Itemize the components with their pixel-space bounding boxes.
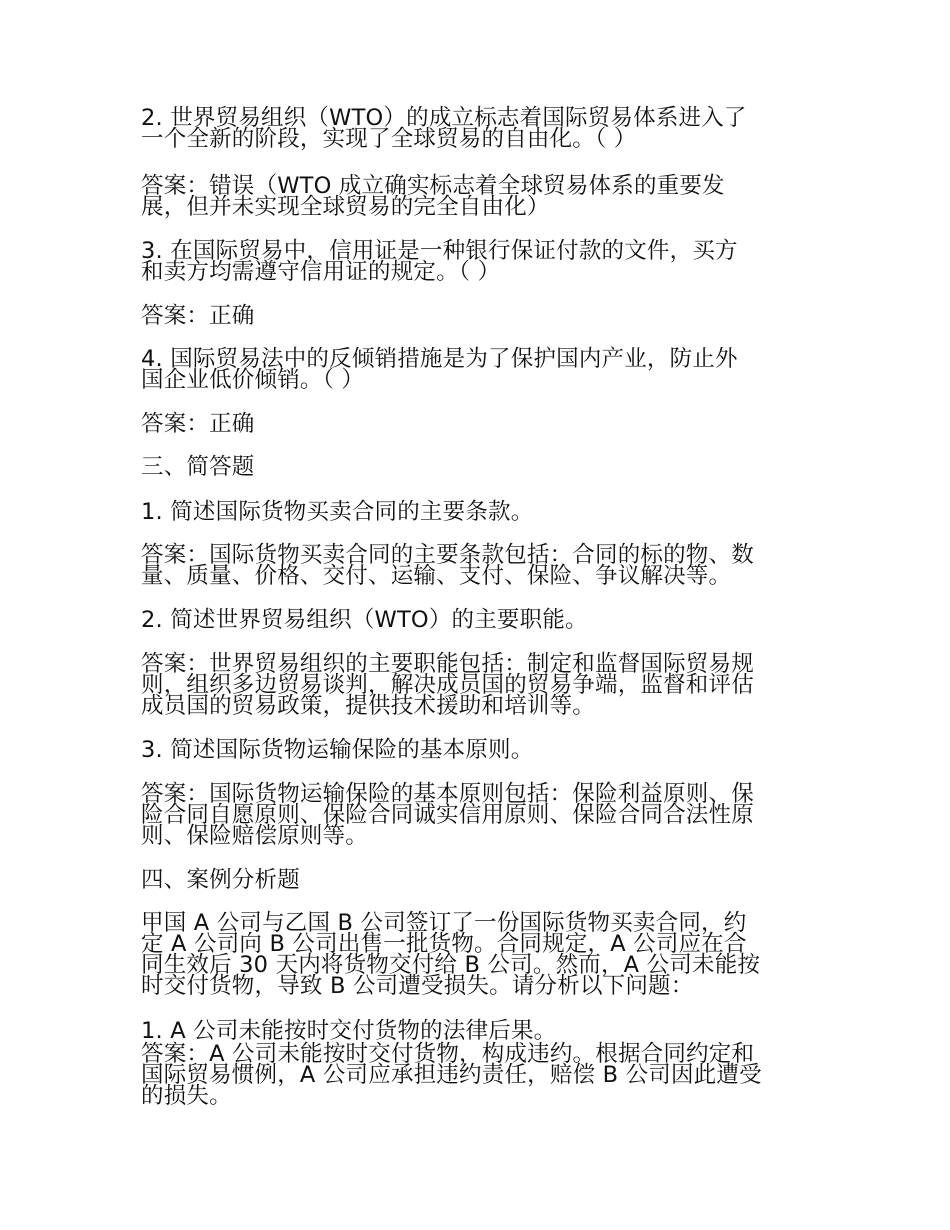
question-1-short-answer (141, 499, 813, 525)
text-line: 同生效后 30 天内将货物交付给 B 公司。然而，A 公司未能按 (141, 952, 761, 978)
text-line: 三、简答题 (141, 454, 255, 480)
text-line: 答案：正确 (141, 303, 255, 329)
answer-2-short-answer (141, 651, 813, 719)
text-line: 国际贸易惯例，A 公司应承担违约责任，赔偿 B 公司因此遭受 (141, 1062, 762, 1088)
question-3-judgment (141, 238, 813, 285)
text-line: 定 A 公司向 B 公司出售一批货物。合同规定，A 公司应在合 (141, 931, 747, 957)
text-line: 则、保险赔偿原则等。 (141, 823, 369, 849)
section-heading-short-answer (141, 454, 813, 480)
text-line: 国企业低价倾销。（ ） (141, 367, 365, 393)
case-answer-1 (141, 1041, 813, 1109)
text-line: 2. 世界贸易组织（WTO）的成立标志着国际贸易体系进入了 (141, 105, 747, 131)
text-line: 答案：正确 (141, 411, 255, 437)
text-line: 答案：国际货物运输保险的基本原则包括：保险利益原则、保 (141, 781, 754, 807)
question-3-short-answer (141, 737, 813, 763)
text-line: 四、案例分析题 (141, 867, 300, 893)
text-line: 时交付货物，导致 B 公司遭受损失。请分析以下问题： (141, 973, 694, 999)
text-line: 一个全新的阶段，实现了全球贸易的自由化。（ ） (141, 126, 637, 152)
answer-3-judgment (141, 303, 813, 329)
text-line: 甲国 A 公司与乙国 B 公司签订了一份国际货物买卖合同，约 (141, 910, 747, 936)
text-line: 答案：错误（WTO 成立确实标志着全球贸易体系的重要发 (141, 173, 725, 199)
text-line: 3. 简述国际货物运输保险的基本原则。 (141, 737, 534, 763)
question-2-judgment (141, 105, 813, 152)
section-heading-case-analysis (141, 867, 813, 893)
text-line: 答案：国际货物买卖合同的主要条款包括：合同的标的物、数 (141, 542, 754, 568)
text-line: 3. 在国际贸易中，信用证是一种银行保证付款的文件，买方 (141, 238, 738, 264)
text-line: 量、质量、价格、交付、运输、支付、保险、争议解决等。 (141, 563, 732, 589)
text-line: 和卖方均需遵守信用证的规定。（ ） (141, 259, 501, 285)
text-line: 险合同自愿原则、保险合同诚实信用原则、保险合同合法性原 (141, 802, 754, 828)
case-question-1 (141, 1018, 813, 1044)
text-line: 成员国的贸易政策，提供技术援助和培训等。 (141, 693, 596, 719)
text-line: 1. 简述国际货物买卖合同的主要条款。 (141, 499, 534, 525)
text-line: 1. A 公司未能按时交付货物的法律后果。 (141, 1018, 557, 1044)
answer-4-judgment (141, 411, 813, 437)
answer-1-short-answer (141, 542, 813, 589)
case-description (141, 910, 813, 999)
answer-2-judgment (141, 173, 813, 220)
text-line: 的损失。 (141, 1083, 232, 1109)
text-line: 答案：A 公司未能按时交付货物，构成违约。根据合同约定和 (141, 1041, 755, 1067)
text-line: 展，但并未实现全球贸易的完全自由化） (141, 194, 550, 220)
question-4-judgment (141, 346, 813, 393)
text-line: 则，组织多边贸易谈判，解决成员国的贸易争端，监督和评估 (141, 672, 754, 698)
text-line: 4. 国际贸易法中的反倾销措施是为了保护国内产业，防止外 (141, 346, 738, 372)
text-line: 2. 简述世界贸易组织（WTO）的主要职能。 (141, 607, 588, 633)
text-line: 答案：世界贸易组织的主要职能包括：制定和监督国际贸易规 (141, 651, 754, 677)
question-2-short-answer (141, 607, 813, 633)
answer-3-short-answer (141, 781, 813, 849)
